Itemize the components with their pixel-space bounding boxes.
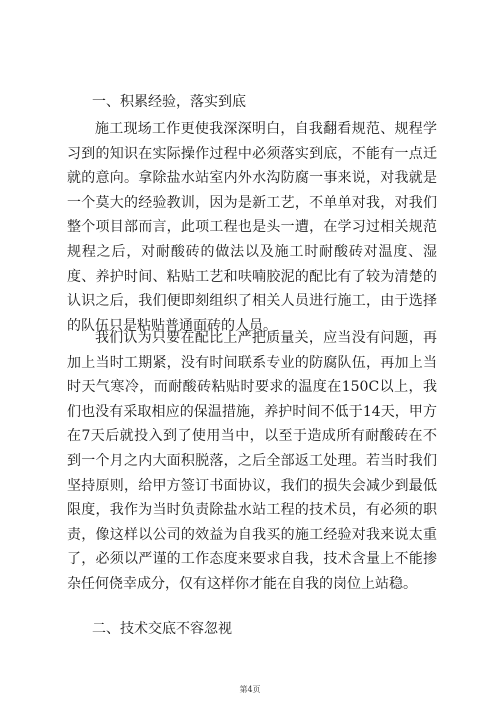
body-paragraph-1: 施工现场工作更使我深深明白，自我翻看规范、规程学习到的知识在实际操作过程中必须落实到底，不能有一点迁就的意向。拿除盐水站室内外水沟防腐一事来说，对我就是一个莫大的经验教训，因为是新工艺，不单单对我，对我们整个项目部而言，此项工程也是头一遭，在学习过相关规范规程之后，对耐酸砖的做法以及施工时耐酸砖对温度、湿度、养护时间、粘贴工艺和呋喃胶泥的配比有了较为清楚的认识之后，我们便即刻组织了相关人员进行施工，由于选择的队伍只是粘贴普通面砖的人员。 <box>67 121 437 334</box>
section-heading-2: 二、技术交底不容忽视 <box>92 621 232 637</box>
page-number: 第4页 <box>239 685 261 694</box>
body-paragraph-2: 我们认为只要在配比上严把质量关，应当没有问题，再加上当时工期紧，没有时间联系专业的防腐队伍，再加上当时天气寒冷，而耐酸砖粘贴时要求的温度在150C以上，我们也没有采取相应的保温措施，养护时间不低于14天，甲方在7天后就投入到了使用当中，以至于造成所有耐酸砖在不到一个月之内大面积脱落，之后全部返工处理。若当时我们坚持原则，给甲方签订书面协议，我们的损失会减少到最低限度，我作为当时负责除盐水站工程的技术员，有必须的职责，像这样以公司的效益为自我买的施工经验对我来说太重了，必须以严谨的工作态度来要求自我，技术含量上不能掺杂任何侥幸成分，仅有这样你才能在自我的岗位上站稳。 <box>67 330 437 592</box>
section-heading-1: 一、积累经验，落实到底 <box>92 94 246 110</box>
